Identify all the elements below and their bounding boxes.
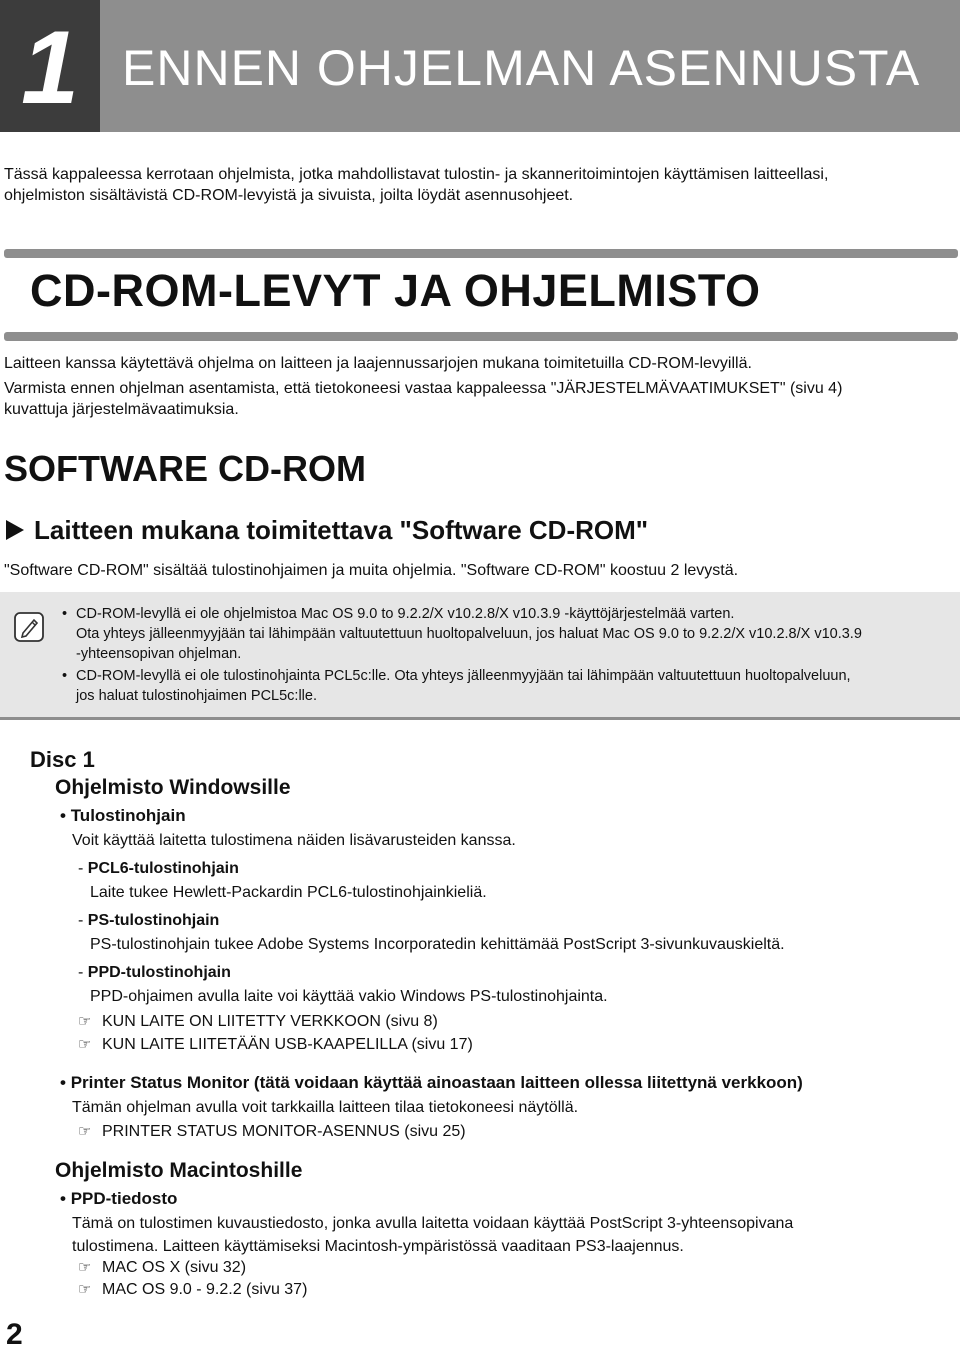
ppd-file-heading: • PPD-tiedosto xyxy=(60,1189,178,1208)
ppd-driver-title: PPD-tulostinohjain xyxy=(87,964,231,981)
ref-text: MAC OS X (sivu 32) xyxy=(102,1259,247,1276)
ppd-file-desc-line: tulostimena. Laitteen käyttämiseksi Macintosh-ympäristössä vaaditaan PS3-laajennus. xyxy=(72,1238,684,1255)
ppd-driver-desc: PPD-ohjaimen avulla laite voi käyttää vakio Windows PS-tulostinohjainta. xyxy=(90,988,608,1005)
chapter-number: 1 xyxy=(21,10,79,126)
intro-line: ohjelmiston sisältävistä CD-ROM-levyistä ja sivuista, joilta löydät asennusohjeet. xyxy=(4,187,574,204)
ppd-file-title: PPD-tiedosto xyxy=(70,1189,178,1208)
section-body-line: Laitteen kanssa käytettävä ohjelma on laitteen ja laajennussarjojen mukana toimitetuilla CD-ROM-levyillä. xyxy=(4,355,752,372)
note-line: • CD-ROM-levyllä ei ole tulostinohjainta PCL5c:lle. Ota yhteys jälleenmyyjään tai lähimpään valtuutettuun huoltopalveluun, xyxy=(76,668,851,684)
ps-title: PS-tulostinohjain xyxy=(87,912,220,929)
section-body-line: Varmista ennen ohjelman asentamista, että tietokoneesi vastaa kappaleessa "JÄRJESTELMÄVAATIMUKSET" (sivu 4) xyxy=(4,380,843,397)
note-item xyxy=(62,604,952,664)
ref-monitor[interactable] xyxy=(78,1121,466,1143)
software-subhead: Laitteen mukana toimitettava "Software CD-ROM" xyxy=(34,515,649,545)
pcl6-heading: - PCL6-tulostinohjain xyxy=(78,860,239,877)
section-body-line: kuvattuja järjestelmävaatimuksia. xyxy=(4,401,239,418)
section-title: CD-ROM-LEVYT JA OHJELMISTO xyxy=(30,265,761,316)
chapter-number-box xyxy=(0,0,100,132)
pointing-hand-icon: ☞ xyxy=(78,1036,92,1053)
ref-text: MAC OS 9.0 - 9.2.2 (sivu 37) xyxy=(102,1281,308,1298)
software-body: "Software CD-ROM" sisältää tulostinohjaimen ja muita ohjelmia. "Software CD-ROM" koostuu 2 levystä. xyxy=(4,562,739,579)
monitor-title: Printer Status Monitor (tätä voidaan käyttää ainoastaan laitteen ollessa liitettynä verkkoon) xyxy=(70,1073,803,1092)
note-line: jos haluat tulostinohjaimen PCL5c:lle. xyxy=(76,688,317,704)
note-line: -yhteensopivan ohjelman. xyxy=(76,646,242,662)
note-box xyxy=(0,592,960,720)
ref-usb[interactable] xyxy=(78,1034,473,1056)
driver-title: Tulostinohjain xyxy=(70,806,186,825)
ref-text: KUN LAITE LIITETÄÄN USB-KAAPELILLA (sivu 17) xyxy=(102,1036,473,1053)
ps-desc: PS-tulostinohjain tukee Adobe Systems Incorporatedin kehittämää PostScript 3-sivunkuvauskieltä. xyxy=(90,936,785,953)
ref-text: KUN LAITE ON LIITETTY VERKKOON (sivu 8) xyxy=(102,1013,438,1030)
pointing-hand-icon: ☞ xyxy=(78,1259,92,1276)
section-top-bar xyxy=(4,249,958,258)
page-number: 2 xyxy=(6,1318,23,1351)
pointing-hand-icon: ☞ xyxy=(78,1281,92,1298)
software-title: SOFTWARE CD-ROM xyxy=(4,448,366,489)
note-line: Ota yhteys jälleenmyyjään tai lähimpään valtuutettuun huoltopalveluun, jos haluat Mac OS 9.0 to 9.2.2/X v10.2.8/X v10.3.9 xyxy=(76,626,862,642)
mac-title: Ohjelmisto Macintoshille xyxy=(55,1159,303,1182)
chapter-title: ENNEN OHJELMAN ASENNUSTA xyxy=(122,40,921,96)
chapter-header xyxy=(0,0,960,132)
ref-mac-os9[interactable] xyxy=(78,1279,307,1301)
note-list xyxy=(62,604,952,706)
pcl6-title: PCL6-tulostinohjain xyxy=(87,860,239,877)
ps-heading: - PS-tulostinohjain xyxy=(78,912,220,929)
note-item xyxy=(62,666,952,706)
monitor-heading: • Printer Status Monitor (tätä voidaan käyttää ainoastaan laitteen ollessa liitettynä verkkoon) xyxy=(60,1073,803,1092)
ppd-driver-heading: - PPD-tulostinohjain xyxy=(78,964,231,981)
intro-paragraph xyxy=(4,164,956,206)
pointing-hand-icon: ☞ xyxy=(78,1013,92,1030)
driver-desc: Voit käyttää laitetta tulostimena näiden lisävarusteiden kanssa. xyxy=(72,832,516,849)
section-body xyxy=(4,353,956,420)
note-line: • CD-ROM-levyllä ei ole ohjelmistoa Mac OS 9.0 to 9.2.2/X v10.2.8/X v10.3.9 -käyttöjärjestelmää varten. xyxy=(76,606,735,622)
pencil-note-icon xyxy=(14,612,44,642)
ref-text: PRINTER STATUS MONITOR-ASENNUS (sivu 25) xyxy=(102,1123,466,1140)
triangle-icon xyxy=(4,518,28,542)
pcl6-desc: Laite tukee Hewlett-Packardin PCL6-tulostinohjainkieliä. xyxy=(90,884,487,901)
disc-title: Disc 1 xyxy=(30,747,95,772)
pointing-hand-icon: ☞ xyxy=(78,1123,92,1140)
ppd-file-desc-line: Tämä on tulostimen kuvaustiedosto, jonka avulla laitetta voidaan käyttää PostScript 3-yhteensopivana xyxy=(72,1215,794,1232)
windows-title: Ohjelmisto Windowsille xyxy=(55,776,291,799)
section-bottom-bar xyxy=(4,332,958,341)
ref-network[interactable] xyxy=(78,1011,438,1033)
ref-mac-osx[interactable] xyxy=(78,1257,246,1279)
monitor-desc: Tämän ohjelman avulla voit tarkkailla laitteen tilaa tietokoneesi näytöllä. xyxy=(72,1099,579,1116)
intro-line: Tässä kappaleessa kerrotaan ohjelmista, jotka mahdollistavat tulostin- ja skanneritoimintojen käyttämisen laitteellasi, xyxy=(4,166,829,183)
driver-heading: • Tulostinohjain xyxy=(60,806,186,825)
